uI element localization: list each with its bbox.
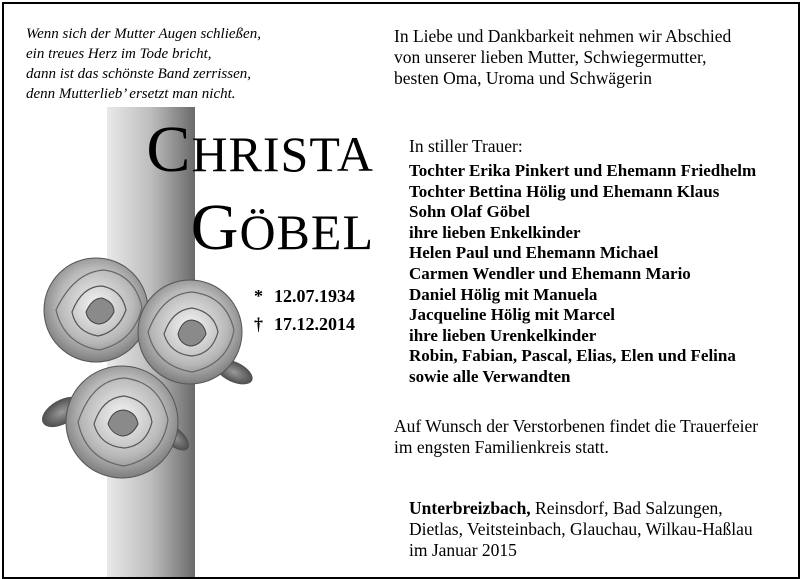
intro-line: besten Oma, Uroma und Schwägerin [394, 68, 653, 88]
poem-line: Wenn sich der Mutter Augen schließen, [26, 26, 261, 42]
last-name-initial: G [190, 191, 240, 264]
poem [26, 24, 346, 104]
poem-line: ein treues Herz im Tode bricht, [26, 46, 212, 62]
mourner-line: ihre lieben Urenkelkinder [409, 325, 597, 345]
mourner-line: Tochter Bettina Hölig und Ehemann Klaus [409, 181, 720, 201]
places-line [409, 498, 753, 519]
notice-line: im engsten Familienkreis statt. [394, 437, 609, 457]
death-cross-icon: † [254, 314, 263, 334]
last-name [104, 191, 374, 264]
obituary-frame [2, 2, 800, 579]
poem-line: denn Mutterlieb’ ersetzt man nicht. [26, 86, 236, 102]
first-name [104, 113, 374, 186]
birth-row [254, 282, 355, 310]
places-line: Dietlas, Veitsteinbach, Glauchau, Wilkau-Haßlau [409, 519, 753, 539]
mourner-line: Carmen Wendler und Ehemann Mario [409, 263, 691, 283]
rose-flower [44, 258, 148, 362]
mourner-line: sowie alle Verwandten [409, 366, 571, 386]
rose-flower [138, 280, 242, 384]
first-name-initial: C [146, 113, 192, 186]
mourner-line: Daniel Hölig mit Manuela [409, 284, 598, 304]
life-dates [254, 282, 355, 338]
places-bold: Unterbreizbach, [409, 498, 531, 518]
places-rest: Reinsdorf, Bad Salzungen, [530, 498, 723, 518]
intro-line: In Liebe und Dankbarkeit nehmen wir Abschied [394, 26, 732, 46]
funeral-notice [394, 416, 758, 458]
roses-illustration [34, 252, 254, 482]
mourner-line: Tochter Erika Pinkert und Ehemann Friedhelm [409, 161, 757, 180]
death-date: 17.12.2014 [274, 314, 355, 334]
place-and-date [409, 498, 753, 561]
mourner-line: Jacqueline Hölig mit Marcel [409, 305, 616, 325]
rose-flower [66, 366, 178, 478]
mourner-line: Sohn Olaf Göbel [409, 202, 530, 222]
death-row [254, 310, 355, 338]
mourner-line: ihre lieben Enkelkinder [409, 222, 581, 242]
mourning-heading: In stiller Trauer: [409, 136, 523, 156]
intro-line: von unserer lieben Mutter, Schwiegermutter, [394, 47, 707, 67]
poem-line: dann ist das schönste Band zerrissen, [26, 66, 251, 82]
farewell-intro [394, 26, 784, 89]
birth-star-icon: * [254, 286, 263, 306]
mourner-line: Robin, Fabian, Pascal, Elias, Elen und Felina [409, 346, 736, 366]
mourners-list [409, 161, 756, 388]
mourner-line: Helen Paul und Ehemann Michael [409, 243, 659, 263]
notice-line: Auf Wunsch der Verstorbenen findet die Trauerfeier [394, 416, 759, 436]
birth-date: 12.07.1934 [274, 286, 355, 306]
last-name-rest: ÖBEL [239, 204, 374, 260]
places-date: im Januar 2015 [409, 540, 517, 560]
first-name-rest: HRISTA [191, 126, 374, 182]
